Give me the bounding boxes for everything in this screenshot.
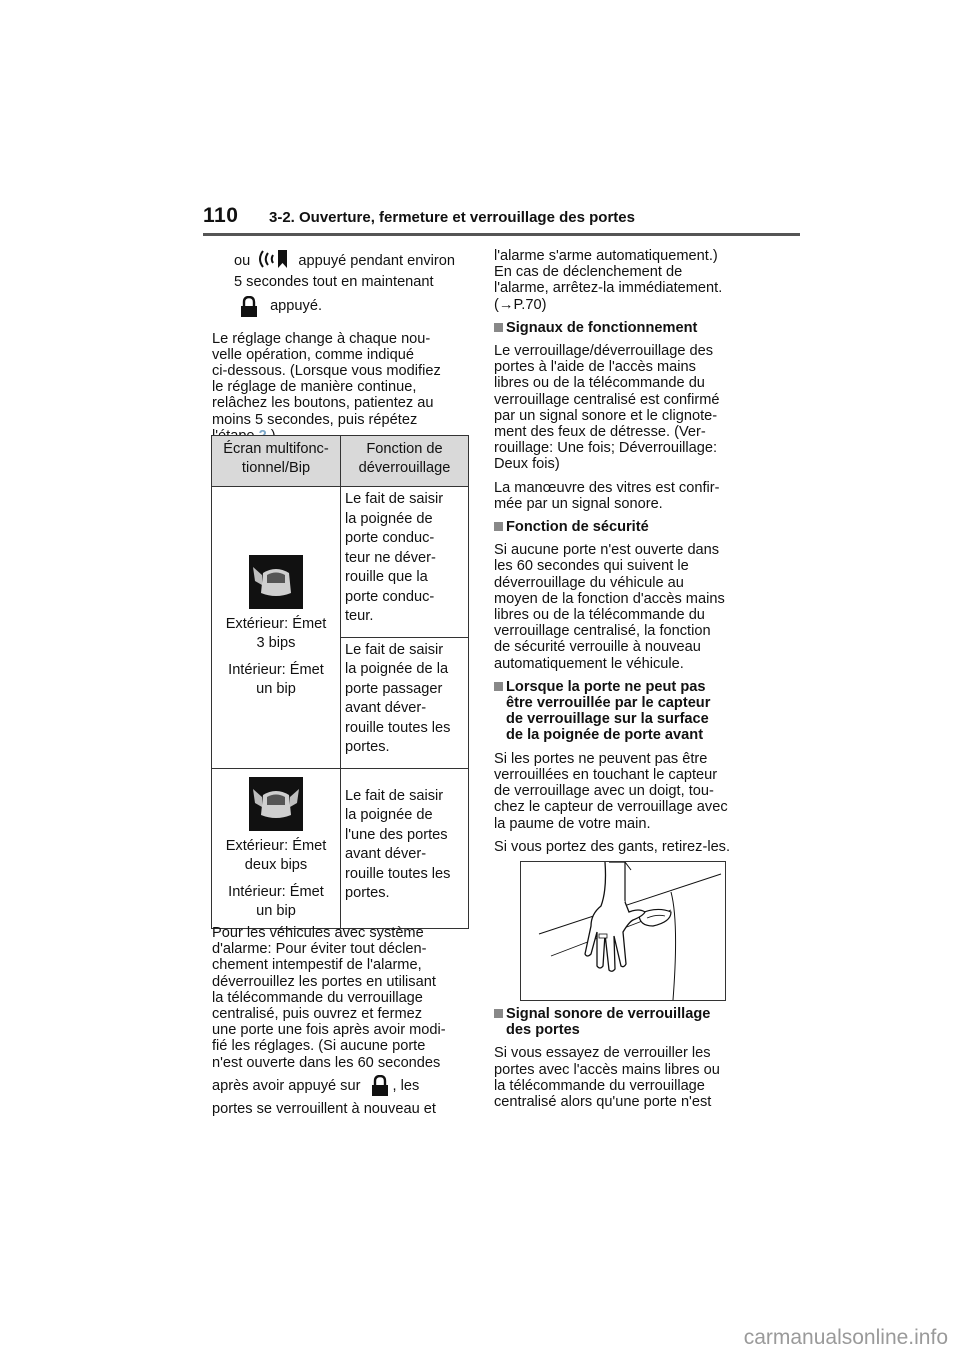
padlock-icon	[371, 1075, 389, 1101]
heading-security-function: Fonction de sécurité	[494, 519, 756, 535]
left-column	[212, 248, 474, 451]
right-column	[494, 248, 756, 862]
lock-sensor-paragraph: Si les portes ne peuvent pas être verrouillées en touchant le capteur de verrouillage avec un doigt, tou- chez le capteur de verrouillage avec la paume de votre main.	[494, 750, 728, 832]
settings-paragraph: Le réglage change à chaque nou- velle opération, comme indiqué ci-dessous. (Lorsque vous modifiez le réglage de manière continue, relâchez les boutons, patientez au moins 5 secondes, puis répétez	[212, 331, 474, 444]
gloves-paragraph: Si vous portez des gants, retirez-les.	[494, 838, 731, 855]
heading-operation-signals: Signaux de fonctionnement	[494, 320, 756, 336]
table-cell-function: Le fait de saisir la poignée de l'une des portes avant déver- rouille toutes les portes.	[341, 768, 469, 928]
intro-text: appuyé pendant environ	[298, 252, 455, 269]
alarm-continued-paragraph: l'alarme s'arme automatiquement.) En cas de déclenchement de l'alarme, arrêtez-la immédiatement. (→P.70)	[494, 248, 723, 313]
security-paragraph: Si aucune porte n'est ouverte dans les 60 secondes qui suivent le déverrouillage du véhicule au moyen de la fonction d'accès mains libres ou de la télécommande du verrouillage centralisé, la fonction de sécurité verrouille à nouveau automatiquement le véhicule.	[494, 542, 725, 672]
car-front-doors-open-icon	[249, 777, 303, 831]
intro-paragraph	[212, 248, 474, 323]
table-header-function: Fonction de déverrouillage	[341, 436, 469, 487]
table-header-row	[212, 436, 469, 487]
table-header-display: Écran multifonc- tionnel/Bip	[212, 436, 341, 487]
table-cell-display: Extérieur: Émet deux bips Intérieur: Émet un bip	[212, 768, 341, 928]
windows-paragraph: La manœuvre des vitres est confir- mée par un signal sonore.	[494, 479, 720, 512]
table-cell-function: Le fait de saisir la poignée de la porte passager avant déver- rouille toutes les portes.	[341, 637, 469, 768]
buzzer-paragraph: Si vous essayez de verrouiller les portes avec l'accès mains libres ou la télécommande du verrouillage centralisé alors qu'une porte n'est	[494, 1045, 720, 1111]
hand-on-door-handle-illustration	[520, 861, 726, 1001]
operation-signals-paragraph: Le verrouillage/déverrouillage des portes à l'aide de l'accès mains libres ou de la télécommande du verrouillage centralisé est confirmé par un signal sonore et le clignote- ment des feux de détresse. (Ver- rouillage: Une fois; Déverrouillage: Deux fois)	[494, 343, 720, 473]
intro-text: appuyé.	[270, 298, 322, 315]
car-driver-door-open-icon	[249, 555, 303, 609]
table-row	[212, 487, 469, 638]
heading-door-lock-buzzer: Signal sonore de verrouillage des portes	[494, 1006, 756, 1038]
header-rule	[203, 233, 800, 236]
padlock-icon	[240, 296, 258, 322]
right-column-lower	[494, 1006, 756, 1117]
unlock-settings-table	[211, 435, 469, 929]
table-cell-display: Extérieur: Émet 3 bips Intérieur: Émet un bip	[212, 487, 341, 769]
page-header	[203, 204, 803, 236]
watermark: carmanualsonline.info	[743, 1326, 948, 1349]
page-number: 110	[203, 204, 239, 227]
page-reference: (→P.70)	[494, 296, 547, 313]
heading-lock-sensor: Lorsque la porte ne peut pas être verrouillée par le capteur de verrouillage sur la surface de la poignée de porte avant	[494, 679, 756, 744]
table-row	[212, 768, 469, 928]
intro-text: ou	[234, 252, 251, 269]
section-title: 3-2. Ouverture, fermeture et verrouillage des portes	[269, 209, 635, 226]
table-cell-function: Le fait de saisir la poignée de porte conduc- teur ne déver- rouille que la porte conduc- teur.	[341, 487, 469, 638]
panic-alarm-icon	[254, 248, 294, 274]
intro-text: 5 secondes tout en maintenant	[234, 274, 434, 291]
alarm-paragraph: Pour les véhicules avec système d'alarme: Pour éviter tout déclen- chement intempestif de l'alarme, déverrouillez les portes en utilisant la télécommande du verrouillage centralisé, puis ouvrez et fermez une porte une fois après avoir modi- fié les réglages. (Si aucune porte n'est ouverte dans les 60 secondes après avoir appuyé sur , les portes se verrouillent à nouveau et	[212, 925, 446, 1118]
